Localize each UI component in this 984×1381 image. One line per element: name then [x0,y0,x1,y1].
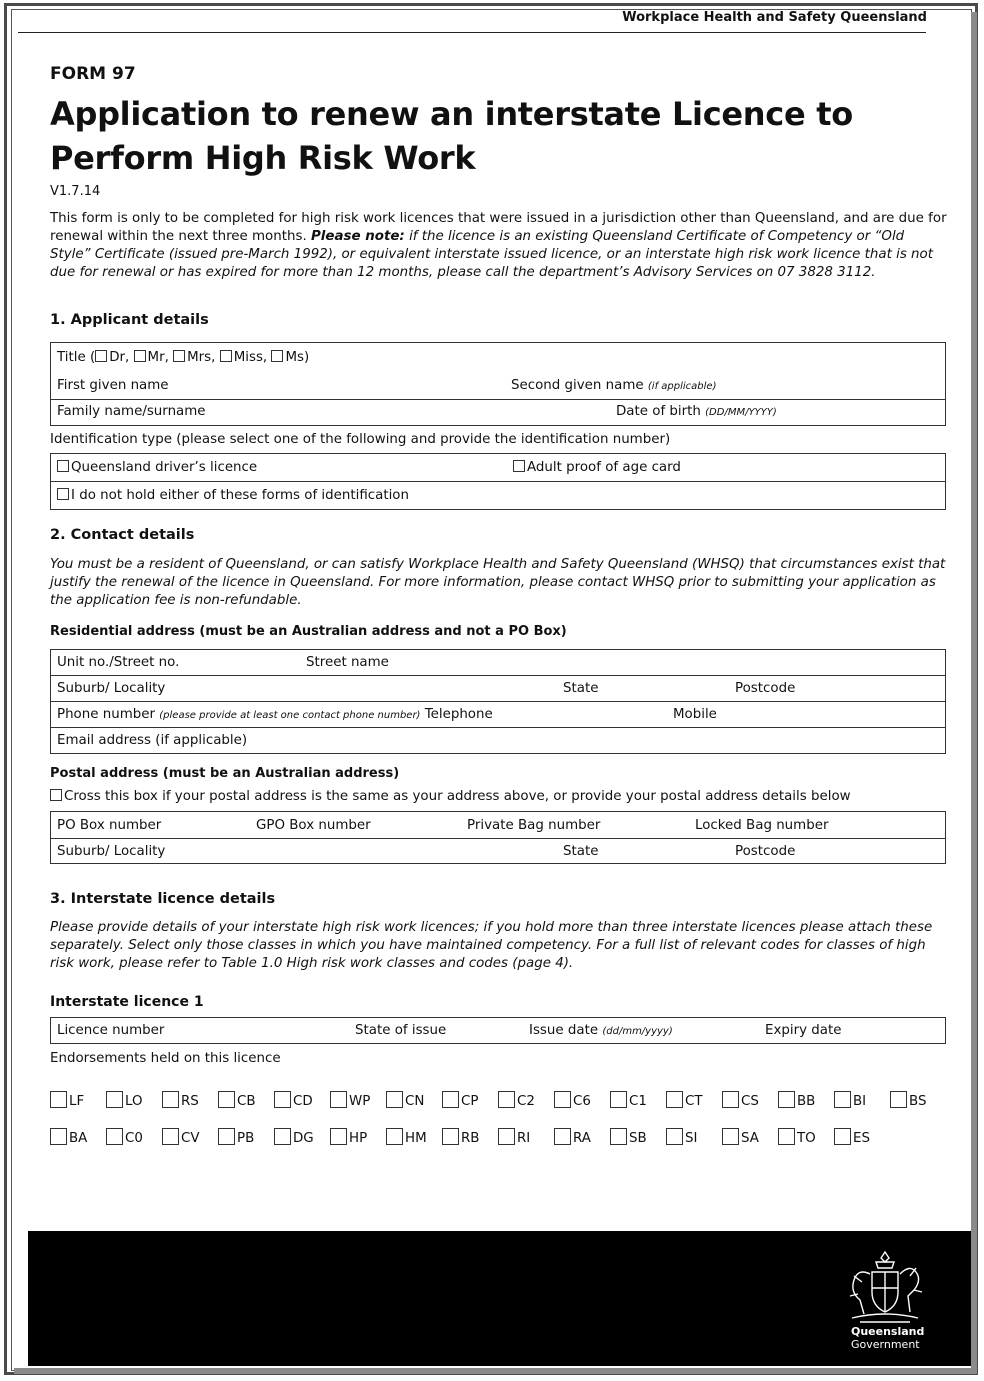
endorsement-checkbox[interactable] [106,1128,123,1145]
endorsement-checkbox[interactable] [50,1091,67,1108]
header-rule [18,32,926,33]
endorsement-checkbox[interactable] [834,1128,851,1145]
title-mr-label: Mr, [147,350,169,365]
postal-same-label: Cross this box if your postal address is the same as your address above, or provide your postal address details below [64,789,851,804]
first-name-field[interactable]: First given name [57,378,169,393]
endorsement-checkbox[interactable] [722,1128,739,1145]
no-id-label: I do not hold either of these forms of identification [71,488,409,503]
title-miss-checkbox[interactable] [220,350,232,362]
endorsement-checkbox[interactable] [386,1128,403,1145]
id-option-proof-of-age[interactable] [513,460,681,475]
footer-gov-label: Government [851,1338,920,1351]
endorsements-label: Endorsements held on this licence [50,1051,281,1066]
endorsement-lo[interactable] [106,1091,143,1109]
street-field[interactable]: Street name [306,655,389,670]
footer-bar [28,1231,971,1366]
proof-of-age-checkbox[interactable] [513,460,525,472]
endorsement-checkbox[interactable] [274,1128,291,1145]
po-box-field[interactable]: PO Box number [57,818,162,833]
title-miss-label: Miss, [233,350,268,365]
endorsement-checkbox[interactable] [834,1091,851,1108]
endorsement-code: CS [741,1094,759,1109]
endorsement-code: LF [69,1094,85,1109]
phone-label: Phone number [57,707,155,722]
postal-suburb-field[interactable]: Suburb/ Locality [57,844,166,859]
endorsement-code: PB [237,1131,255,1146]
endorsement-code: SA [741,1131,759,1146]
endorsement-checkbox[interactable] [498,1091,515,1108]
mobile-field[interactable]: Mobile [673,707,717,722]
endorsement-si[interactable] [666,1128,697,1146]
endorsement-code: TO [797,1131,816,1146]
endorsement-code: ES [853,1131,870,1146]
endorsement-code: HM [405,1131,427,1146]
endorsement-checkbox[interactable] [610,1128,627,1145]
endorsement-checkbox[interactable] [218,1128,235,1145]
endorsement-checkbox[interactable] [666,1091,683,1108]
endorsement-code: HP [349,1131,368,1146]
endorsement-code: BI [853,1094,867,1109]
intro-note: if the licence is an existing Queensland Certificate of Competency or “Old Style” Certificate (issued pre-March 1992), or equivalent interstate issued licence, or an interstate high risk work licence that is not due for renewal or has expired for more than 12 months, please call the department’s Advisory Services on 07 3828 3112. [50,229,933,280]
endorsement-checkbox[interactable] [610,1091,627,1108]
endorsement-checkbox[interactable] [218,1091,235,1108]
contact-paragraph: You must be a resident of Queensland, or can satisfy Workplace Health and Safety Queensland (WHSQ) that circumstances exist that justify the renewal of the licence in Queensland. For more information, please contact WHSQ prior to submitting your application as the application fee is non-refundable. [50,557,946,608]
endorsement-checkbox[interactable] [722,1091,739,1108]
drivers-licence-label: Queensland driver’s licence [71,460,258,475]
intro-plain: This form is only to be completed for high risk work licences that were issued in a jurisdiction other than Queensland, and are due for renewal within the next three months. [50,211,947,244]
endorsement-c2[interactable] [498,1091,535,1109]
title-ms-label: Ms) [285,350,310,365]
licence-number-field[interactable]: Licence number [57,1023,165,1038]
endorsement-bb[interactable] [778,1091,815,1109]
phone-note: (please provide at least one contact phone number) [159,710,421,721]
endorsement-lf[interactable] [50,1091,84,1109]
endorsement-checkbox[interactable] [274,1091,291,1108]
no-id-checkbox[interactable] [57,488,69,500]
residential-heading: Residential address (must be an Australian address and not a PO Box) [50,624,567,639]
intro-paragraph [50,210,948,282]
drivers-licence-checkbox[interactable] [57,460,69,472]
endorsement-code: CD [293,1094,313,1109]
endorsement-checkbox[interactable] [778,1128,795,1145]
endorsement-checkbox[interactable] [386,1091,403,1108]
phone-field [57,707,493,722]
applicant-name-box [50,342,946,426]
row-divider [51,727,945,728]
endorsement-checkbox[interactable] [330,1128,347,1145]
gpo-box-field[interactable]: GPO Box number [256,818,371,833]
residential-address-box [50,649,946,754]
endorsement-ra[interactable] [554,1128,591,1146]
state-of-issue-field[interactable]: State of issue [355,1023,447,1038]
second-name-note: (if applicable) [647,381,717,392]
family-name-field[interactable]: Family name/surname [57,404,206,419]
intro-note-label: Please note: [310,229,405,244]
id-type-box [50,453,946,510]
endorsement-code: BS [909,1094,927,1109]
id-option-drivers-licence[interactable] [57,460,257,475]
endorsement-checkbox[interactable] [162,1091,179,1108]
footer-gov-name: Queensland [851,1325,925,1338]
endorsement-code: BB [797,1094,816,1109]
endorsement-bi[interactable] [834,1091,866,1109]
page-shadow-right [971,12,977,1374]
locked-bag-field[interactable]: Locked Bag number [695,818,829,833]
endorsement-code: CV [181,1131,200,1146]
licence-paragraph: Please provide details of your interstate high risk work licences; if you hold more than three interstate licences please attach these separately. Select only those classes in which you have maintained competency. For a full list of relevant codes for classes of high risk work, please refer to Table 1.0 High risk work classes and codes (page 4). [50,920,933,971]
licence-1-heading: Interstate licence 1 [50,994,204,1010]
endorsement-rs[interactable] [162,1091,199,1109]
endorsement-c6[interactable] [554,1091,591,1109]
proof-of-age-label: Adult proof of age card [527,460,681,475]
dob-label: Date of birth [616,404,701,419]
endorsement-code: BA [69,1131,88,1146]
title-mrs-checkbox[interactable] [173,350,185,362]
expiry-date-field[interactable]: Expiry date [765,1023,842,1038]
endorsement-cv[interactable] [162,1128,200,1146]
licence-heading: 3. Interstate licence details [50,891,276,907]
endorsement-dg[interactable] [274,1128,314,1146]
endorsement-ri[interactable] [498,1128,530,1146]
postal-address-box [50,811,946,864]
endorsement-code: DG [293,1131,314,1146]
postal-postcode-field[interactable]: Postcode [735,844,796,859]
endorsement-wp[interactable] [330,1091,370,1109]
dob-note: (DD/MM/YYYY) [705,407,777,418]
endorsement-cp[interactable] [442,1091,478,1109]
title-dr-label: Dr, [109,350,130,365]
id-option-none[interactable] [57,488,409,503]
row-divider [51,399,945,400]
telephone-field[interactable]: Telephone [424,707,493,722]
contact-heading: 2. Contact details [50,527,195,543]
endorsement-code: C0 [125,1131,143,1146]
row-divider [51,838,945,839]
endorsement-cs[interactable] [722,1091,759,1109]
endorsement-cb[interactable] [218,1091,256,1109]
endorsement-checkbox[interactable] [330,1091,347,1108]
second-name-label: Second given name [511,378,644,393]
row-divider [51,481,945,482]
email-field[interactable]: Email address (if applicable) [57,733,248,748]
suburb-field[interactable]: Suburb/ Locality [57,681,166,696]
endorsement-code: C1 [629,1094,647,1109]
endorsement-checkbox[interactable] [890,1091,907,1108]
endorsement-ba[interactable] [50,1128,87,1146]
endorsement-code: SB [629,1131,647,1146]
issue-date-label: Issue date [529,1023,599,1038]
title-mrs-label: Mrs, [187,350,216,365]
endorsement-code: LO [125,1094,143,1109]
row-divider [51,675,945,676]
endorsement-checkbox[interactable] [442,1128,459,1145]
endorsement-checkbox[interactable] [778,1091,795,1108]
title-dr-checkbox[interactable] [95,350,107,362]
endorsement-es[interactable] [834,1128,870,1146]
endorsement-code: CN [405,1094,425,1109]
row-divider [51,701,945,702]
endorsement-bs[interactable] [890,1091,926,1109]
endorsement-ct[interactable] [666,1091,703,1109]
form-number: FORM 97 [50,64,136,84]
id-type-label: Identification type (please select one of the following and provide the identification number) [50,432,671,447]
second-name-field[interactable] [511,378,716,393]
organisation-name: Workplace Health and Safety Queensland [622,10,927,25]
issue-date-field[interactable] [529,1023,673,1038]
title-field [57,350,309,365]
endorsement-checkbox[interactable] [106,1091,123,1108]
postal-same-option[interactable] [50,789,851,804]
endorsement-pb[interactable] [218,1128,254,1146]
licence-1-box [50,1017,946,1044]
endorsement-sb[interactable] [610,1128,647,1146]
endorsement-code: CP [461,1094,479,1109]
endorsement-checkbox[interactable] [442,1091,459,1108]
endorsement-code: C6 [573,1094,591,1109]
endorsement-rb[interactable] [442,1128,480,1146]
private-bag-field[interactable]: Private Bag number [467,818,601,833]
endorsement-checkbox[interactable] [498,1128,515,1145]
state-field[interactable]: State [563,681,599,696]
title-ms-checkbox[interactable] [271,350,283,362]
endorsement-cn[interactable] [386,1091,424,1109]
title-mr-checkbox[interactable] [134,350,146,362]
endorsement-code: C2 [517,1094,535,1109]
postal-state-field[interactable]: State [563,844,599,859]
unit-field[interactable]: Unit no./Street no. [57,655,180,670]
page-shadow-bottom [14,1368,977,1374]
endorsement-to[interactable] [778,1128,816,1146]
dob-field[interactable] [616,404,777,419]
applicant-heading: 1. Applicant details [50,312,209,328]
postal-same-checkbox[interactable] [50,789,62,801]
endorsement-code: CT [685,1094,703,1109]
endorsement-checkbox[interactable] [666,1128,683,1145]
postal-heading: Postal address (must be an Australian address) [50,766,400,781]
endorsement-code: RS [181,1094,199,1109]
form-title: Application to renew an interstate Licence to Perform High Risk Work [50,95,853,177]
endorsement-checkbox[interactable] [162,1128,179,1145]
endorsement-hm[interactable] [386,1128,427,1146]
endorsement-code: RB [461,1131,480,1146]
postcode-field[interactable]: Postcode [735,681,796,696]
endorsement-checkbox[interactable] [50,1128,67,1145]
endorsement-code: CB [237,1094,256,1109]
endorsement-hp[interactable] [330,1128,367,1146]
endorsement-checkbox[interactable] [554,1091,571,1108]
endorsement-checkbox[interactable] [554,1128,571,1145]
endorsement-code: RA [573,1131,591,1146]
queensland-crest-icon [840,1246,930,1330]
endorsement-code: WP [349,1094,371,1109]
endorsement-c0[interactable] [106,1128,143,1146]
endorsement-code: RI [517,1131,531,1146]
endorsement-cd[interactable] [274,1091,313,1109]
endorsement-c1[interactable] [610,1091,647,1109]
title-label: Title ( [57,350,96,365]
form-version: V1.7.14 [50,184,101,199]
endorsement-code: SI [685,1131,698,1146]
endorsement-sa[interactable] [722,1128,759,1146]
issue-date-note: (dd/mm/yyyy) [602,1026,673,1037]
